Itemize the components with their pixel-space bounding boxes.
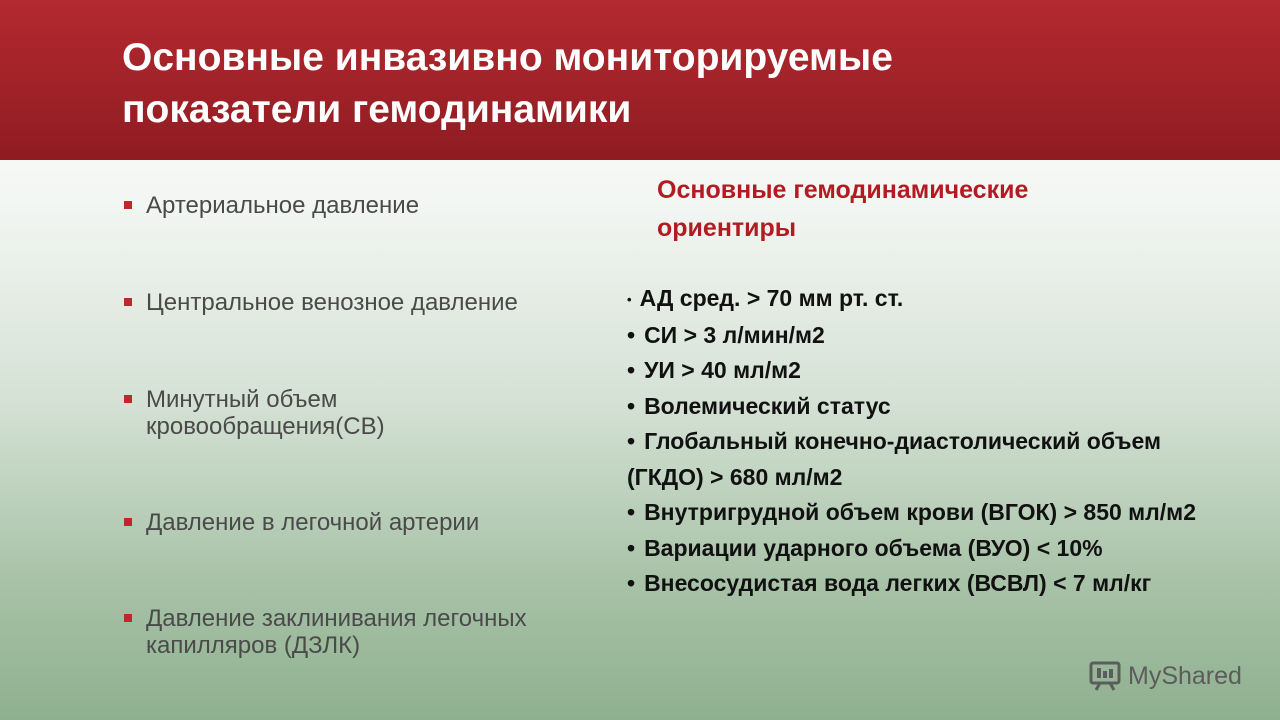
myshared-watermark[interactable]	[1088, 656, 1242, 696]
watermark-text: MyShared	[1128, 661, 1242, 690]
title-line-1: Основные инвазивно мониторируемые	[122, 36, 893, 79]
list-item-text: Вариации ударного объема (ВУО) < 10%	[644, 534, 1103, 561]
list-item	[627, 566, 1237, 602]
bullet-dot-icon: •	[627, 292, 632, 308]
list-item	[122, 605, 602, 659]
list-item-text: Центральное венозное давление	[146, 289, 518, 316]
list-item	[122, 509, 602, 536]
list-item	[627, 281, 1237, 318]
list-item	[122, 192, 602, 219]
list-item-text: АД сред. > 70 мм рт. ст.	[639, 285, 904, 311]
bullet-dot-icon: •	[627, 499, 636, 526]
square-bullet-icon	[124, 395, 132, 403]
square-bullet-icon	[124, 298, 132, 306]
list-item-text: Внутригрудной объем крови (ВГОК) > 850 мл/м2	[644, 499, 1196, 526]
bullet-dot-icon: •	[627, 570, 636, 597]
bullet-dot-icon: •	[627, 392, 636, 419]
list-item	[627, 531, 1237, 567]
square-bullet-icon	[124, 614, 132, 622]
title-line-2: показатели гемодинамики	[122, 88, 632, 131]
bullet-dot-icon: •	[627, 428, 636, 455]
list-item-text: Глобальный конечно-диастолический объем (ГКДО) > 680 мл/м2	[627, 428, 1161, 490]
list-item	[627, 495, 1237, 531]
list-item	[627, 389, 1237, 425]
list-item	[627, 424, 1237, 495]
list-item	[122, 386, 452, 440]
list-item-text: СИ > 3 л/мин/м2	[644, 321, 825, 348]
square-bullet-icon	[124, 518, 132, 526]
list-item	[122, 289, 602, 316]
list-item-text: Давление заклинивания легочных капилляров (ДЗЛК)	[146, 605, 527, 659]
list-item-text: Давление в легочной артерии	[146, 509, 480, 536]
slide-title	[122, 32, 1222, 136]
square-bullet-icon	[124, 201, 132, 209]
list-item	[627, 318, 1237, 354]
list-item-text: Внесосудистая вода легких (ВСВЛ) < 7 мл/кг	[644, 570, 1152, 597]
bullet-dot-icon: •	[627, 321, 636, 348]
list-item-text: Волемический статус	[644, 392, 891, 419]
bullet-dot-icon: •	[627, 357, 636, 384]
myshared-logo-icon	[1088, 659, 1122, 693]
heading-line-2: ориентиры	[657, 214, 797, 242]
heading-line-1: Основные гемодинамические	[657, 176, 1029, 204]
reference-targets-list	[627, 281, 1237, 602]
list-item-text: Артериальное давление	[146, 192, 420, 219]
reference-targets-heading	[657, 171, 1177, 247]
list-item-text: УИ > 40 мл/м2	[644, 357, 801, 384]
bullet-dot-icon: •	[627, 534, 636, 561]
list-item	[627, 353, 1237, 389]
list-item-text: Минутный объем кровообращения(СВ)	[146, 386, 385, 440]
